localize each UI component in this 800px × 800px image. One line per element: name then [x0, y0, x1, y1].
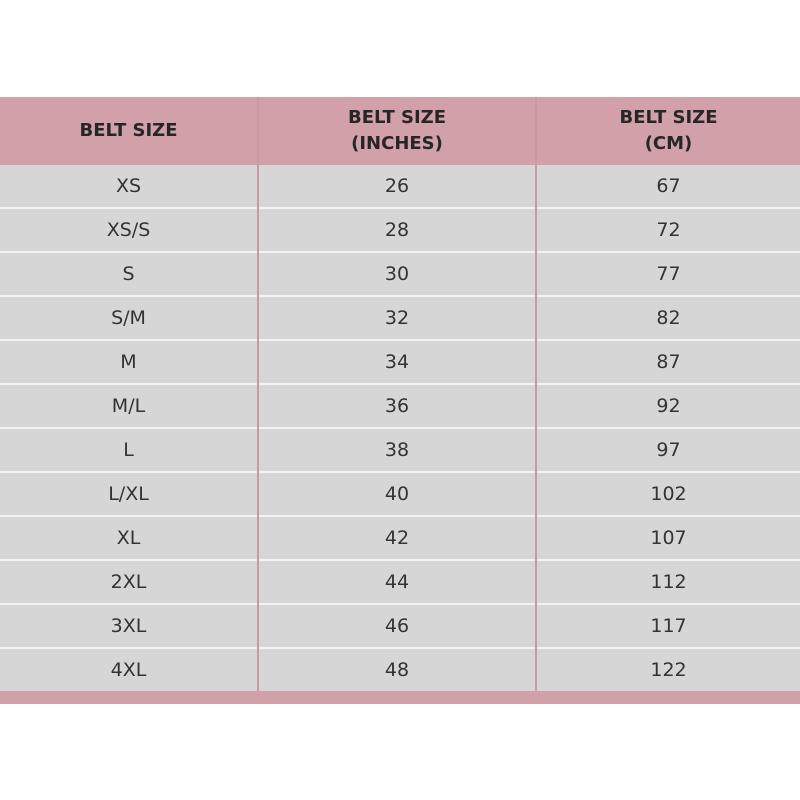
cell-cm: 97 [536, 428, 800, 472]
table-row [0, 472, 800, 516]
belt-size-table [0, 97, 800, 691]
cell-cm: 82 [536, 296, 800, 340]
cell-size: XS/S [0, 208, 258, 252]
cell-cm: 72 [536, 208, 800, 252]
cell-cm: 87 [536, 340, 800, 384]
cell-size: 3XL [0, 604, 258, 648]
table-row [0, 516, 800, 560]
cell-size: M [0, 340, 258, 384]
header-belt-size-inches [258, 97, 536, 165]
cell-size: M/L [0, 384, 258, 428]
cell-inches: 48 [258, 648, 536, 691]
table-row [0, 560, 800, 604]
cell-size: XS [0, 165, 258, 208]
cell-size: 4XL [0, 648, 258, 691]
cell-cm: 122 [536, 648, 800, 691]
cell-inches: 38 [258, 428, 536, 472]
cell-inches: 36 [258, 384, 536, 428]
cell-inches: 42 [258, 516, 536, 560]
header-cm-line1: BELT SIZE [619, 107, 718, 128]
header-inches-line2: (INCHES) [351, 133, 443, 154]
cell-inches: 46 [258, 604, 536, 648]
cell-inches: 34 [258, 340, 536, 384]
table-row [0, 648, 800, 691]
header-row [0, 97, 800, 165]
header-cm-line2: (CM) [644, 133, 693, 154]
cell-inches: 32 [258, 296, 536, 340]
cell-cm: 77 [536, 252, 800, 296]
cell-inches: 40 [258, 472, 536, 516]
table-row [0, 296, 800, 340]
cell-inches: 26 [258, 165, 536, 208]
cell-size: L/XL [0, 472, 258, 516]
table-row [0, 252, 800, 296]
cell-size: S [0, 252, 258, 296]
cell-cm: 117 [536, 604, 800, 648]
header-inches-line1: BELT SIZE [347, 107, 447, 128]
cell-inches: 44 [258, 560, 536, 604]
cell-cm: 92 [536, 384, 800, 428]
cell-cm: 107 [536, 516, 800, 560]
cell-cm: 102 [536, 472, 800, 516]
table-row [0, 604, 800, 648]
cell-cm: 67 [536, 165, 800, 208]
table-body [0, 165, 800, 691]
cell-inches: 28 [258, 208, 536, 252]
cell-size: S/M [0, 296, 258, 340]
cell-cm: 112 [536, 560, 800, 604]
header-belt-size-label: BELT SIZE [79, 120, 178, 141]
cell-inches: 30 [258, 252, 536, 296]
header-belt-size-cm [536, 97, 800, 165]
table-row [0, 384, 800, 428]
size-chart [0, 97, 800, 704]
cell-size: XL [0, 516, 258, 560]
table-row [0, 340, 800, 384]
table-header [0, 97, 800, 165]
table-row [0, 428, 800, 472]
cell-size: L [0, 428, 258, 472]
table-row [0, 208, 800, 252]
table-row [0, 165, 800, 208]
cell-size: 2XL [0, 560, 258, 604]
header-belt-size [0, 97, 258, 165]
